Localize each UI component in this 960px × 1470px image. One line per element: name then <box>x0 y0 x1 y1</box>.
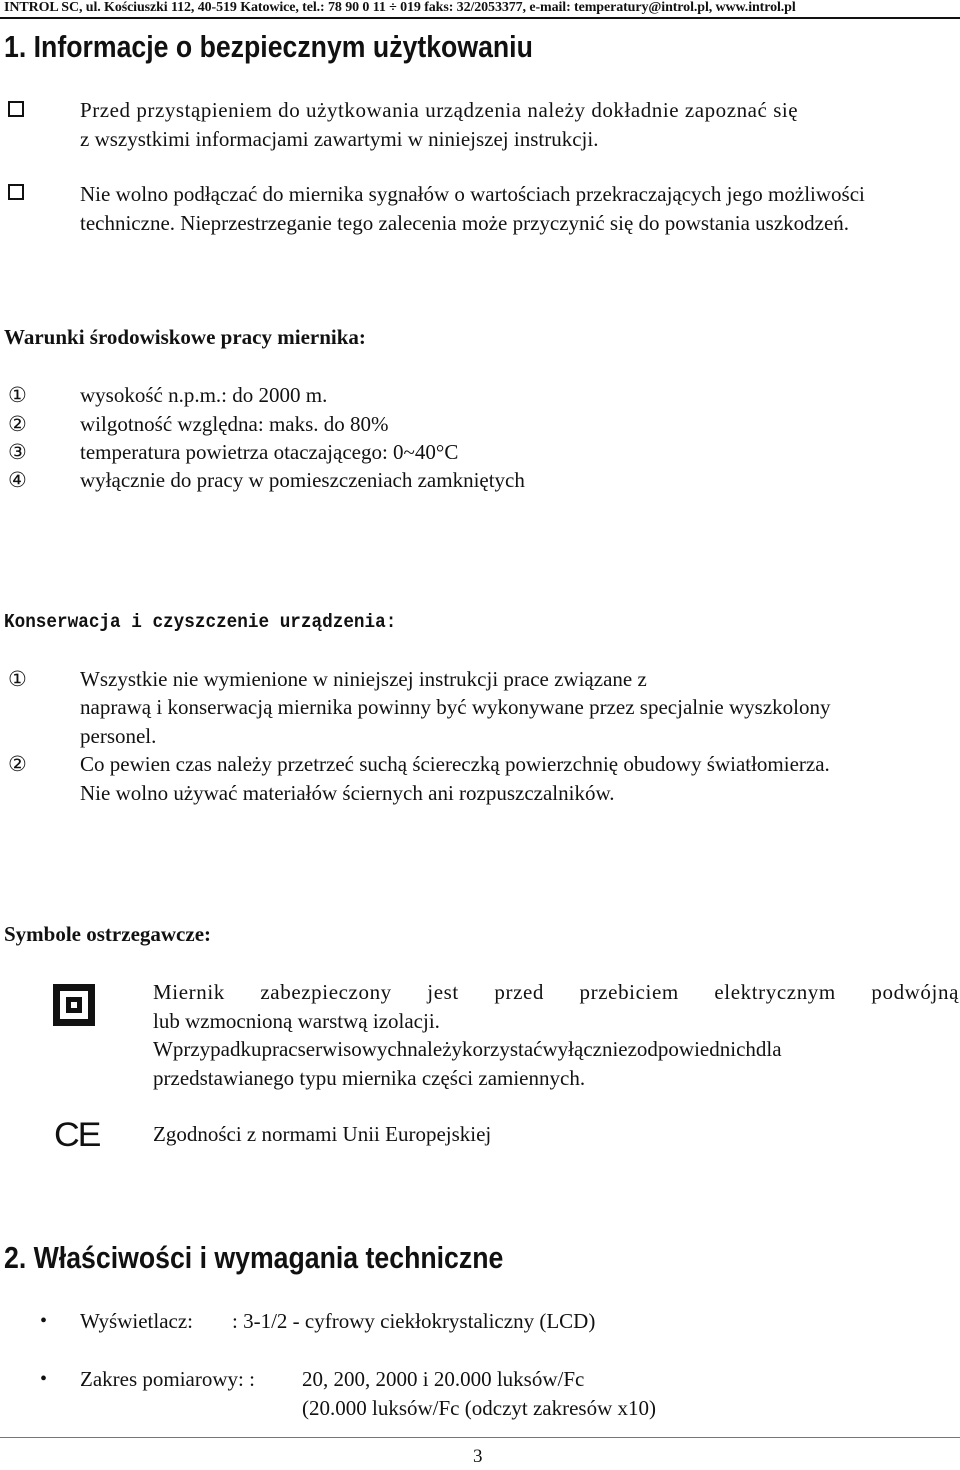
double-insulation-line-2: lub wzmocnioną warstwą izolacji. <box>153 1009 440 1033</box>
maint-item-1-line-1: Wszystkie nie wymienione w niniejszej instrukcji prace związane z <box>80 667 647 691</box>
maint-item-1-line-3: personel. <box>80 724 157 748</box>
env-item-1-marker: ① <box>8 383 27 407</box>
section-2-title: 2. Właściwości i wymagania techniczne <box>4 1240 504 1275</box>
header-divider <box>0 17 960 19</box>
spec-1-bullet: • <box>40 1310 48 1332</box>
safety-item-2-line-1: Nie wolno podłączać do miernika sygnałów o wartościach przekraczających jego możliwości <box>80 182 865 206</box>
ce-mark-icon: CE <box>54 1116 100 1154</box>
spec-2-bullet: • <box>40 1368 48 1390</box>
double-insulation-inner-icon <box>66 997 82 1013</box>
ce-text: Zgodności z normami Unii Europejskiej <box>153 1122 492 1146</box>
environment-heading: Warunki środowiskowe pracy miernika: <box>4 325 366 349</box>
spec-2-value-line-2: (20.000 luksów/Fc (odczyt zakresów x10) <box>302 1396 657 1420</box>
spec-1-label: Wyświetlacz: <box>80 1309 194 1333</box>
section-1-title: 1. Informacje o bezpiecznym użytkowaniu <box>4 29 533 64</box>
page-header: INTROL SC, ul. Kościuszki 112, 40-519 Katowice, tel.: 78 90 0 11 ÷ 019 faks: 32/2053377, e-mail: temperatury@introl.pl, www.introl.pl <box>4 0 796 15</box>
safety-item-2-line-2: techniczne. Nieprzestrzeganie tego zalecenia może przyczynić się do powstania uszkodzeń. <box>80 211 850 235</box>
spec-2-label: Zakres pomiarowy: : <box>80 1367 255 1391</box>
safety-item-1-line-2: z wszystkimi informacjami zawartymi w niniejszej instrukcji. <box>80 127 599 151</box>
spec-1-value: : 3-1/2 - cyfrowy ciekłokrystaliczny (LCD) <box>232 1309 596 1333</box>
spec-2-value: 20, 200, 2000 i 20.000 luksów/Fc <box>302 1367 585 1391</box>
double-insulation-line-4: przedstawianego typu miernika części zamiennych. <box>153 1066 586 1090</box>
double-insulation-line-3: Wprzypadkupracserwisowychnależykorzystaćwyłączniezodpowiednichdla <box>153 1037 782 1061</box>
footer-divider <box>0 1437 960 1438</box>
maint-item-2-line-1: Co pewien czas należy przetrzeć suchą ściereczką powierzchnię obudowy światłomierza. <box>80 752 830 776</box>
env-item-4-marker: ④ <box>8 468 27 492</box>
safety-item-1-line-1: Przed przystąpieniem do użytkowania urządzenia należy dokładnie zapoznać się <box>80 98 799 122</box>
env-item-2-text: wilgotność względna: maks. do 80% <box>80 412 389 436</box>
double-insulation-line-1: Miernik zabezpieczony jest przed przebiciem elektrycznym podwójną <box>153 980 959 1004</box>
maint-item-1-line-2: naprawą i konserwacją miernika powinny być wykonywane przez specjalnie wyszkolony <box>80 695 831 719</box>
env-item-4-text: wyłącznie do pracy w pomieszczeniach zamkniętych <box>80 468 525 492</box>
maint-item-2-line-2: Nie wolno używać materiałów ściernych ani rozpuszczalników. <box>80 781 615 805</box>
env-item-3-marker: ③ <box>8 440 27 464</box>
checkbox-icon <box>8 101 24 117</box>
maint-item-1-marker: ① <box>8 667 27 691</box>
env-item-2-marker: ② <box>8 412 27 436</box>
env-item-1-text: wysokość n.p.m.: do 2000 m. <box>80 383 328 407</box>
maint-item-2-marker: ② <box>8 752 27 776</box>
symbols-heading: Symbole ostrzegawcze: <box>4 922 212 946</box>
env-item-3-text: temperatura powietrza otaczającego: 0~40°C <box>80 440 459 464</box>
maintenance-heading: Konserwacja i czyszczenie urządzenia: <box>4 611 397 633</box>
checkbox-icon <box>8 184 24 200</box>
page-number: 3 <box>473 1446 483 1467</box>
